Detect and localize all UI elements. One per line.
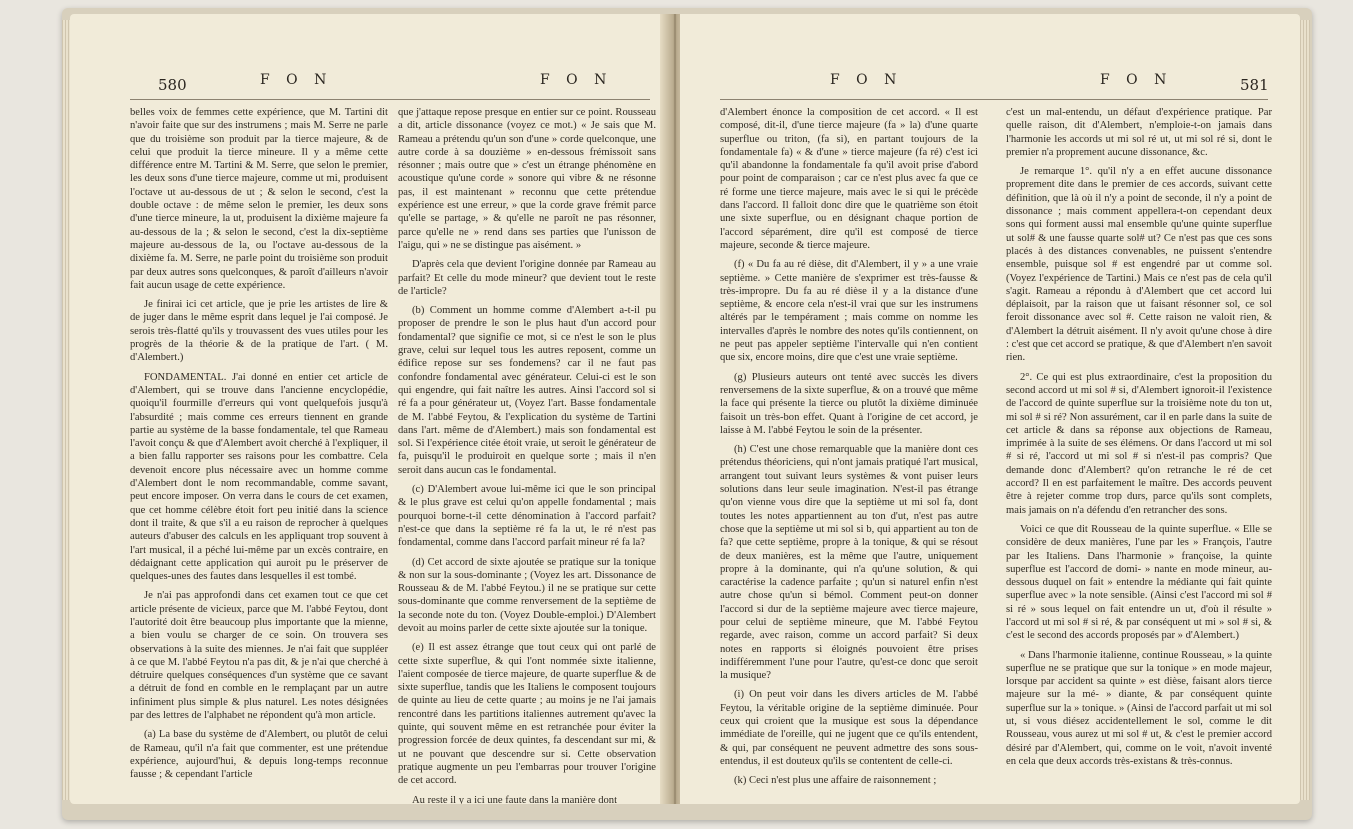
right-page-column-1 [720, 106, 978, 804]
paragraph: belles voix de femmes cette expérience, que M. Tartini dit n'avoir faite que sur des instrumens ; mais M. Serre ne parle que du troisième son produit par la tierce majeure, & de celui que produit la tierce mineure. Il y a même cette différence entre M. Tartini & M. Serre, que selon le premier, les deux sons d'une tierce majeure, comme ut mi, produisent l'octave ut au-dessous de ut ; & selon le second, c'est la double octave : de même selon le premier, les deux sons d'une tierce mineure, la ut, produisent la dixième majeure fa au-dessous de la ; & selon le second, c'est la dix-septième majeure au-dessous de la, ou l'octave au-dessous de la dixième fa. M. Serre, ne parle point du troisième son produit par deux autres sons quelconques, & paroît d'ailleurs n'avoir fait aucun usage de cette expérience. [130, 107, 388, 291]
paragraph: (k) Ceci n'est plus une affaire de raisonnement ; [734, 775, 937, 787]
left-page-column-2 [398, 106, 656, 804]
paragraph: 2°. Ce qui est plus extraordinaire, c'est la proposition du second accord ut mi sol # si, d'Alembert ignoroit-il l'existence de l'accord de quinte superflue sur la troisième note du ton ut, mi sol # si ré? Non assurément, car il en parle dans la suite de cet article & dans sa réponse aux objections de Rameau, imprimée à la suite de ses élémens. Or dans l'accord ut mi sol # si ré, l'accord ut mi sol # si n'est-il pas compris? Que demande donc d'Alembert? qu'on retranche le ré de cet accord? Il en est parfaitement le maître. Des accords peuvent être à rejeter comme trop durs, parce qu'ils sont complets, mais jamais on n'a défendu d'en retrancher des sons. [1006, 371, 1272, 516]
paragraph: (a) La base du système de d'Alembert, ou plutôt de celui de Rameau, qu'il n'a fait que commenter, est une prétendue expérience, aujourd'hui, & depuis long-temps reconnue fausse ; & cependant l'article [130, 729, 388, 781]
paragraph: (c) D'Alembert avoue lui-même ici que le son principal & le plus grave est celui qu'on appelle fondamental ; mais pourquoi borne-t-il cette dénomination à l'accord parfait? n'est-ce que dans la septième ré fa la ut, le ré n'est pas fondamental, comme dans l'accord parfait mineur ré fa la? [398, 484, 656, 549]
paragraph: Je n'ai pas approfondi dans cet examen tout ce que cet article présente de vicieux, parce que M. l'abbé Feytou, dont l'autorité doit être beaucoup plus importante que la mienne, a bien voulu se charger de ce soin. On trouvera ses observations à la suite des miennes. Je n'ai fait que suppléer à ce que M. l'abbé Feytou n'a pas dit, & je n'ai que cherché à détruire quelques conséquences d'un système que ce savant a détruit de fond en comble en le remplaçant par un autre infiniment plus simple & plus naturel. Les notes désignées par des lettres de l'alphabet ne répondent qu'à mon article. [130, 590, 388, 722]
paragraph: FONDAMENTAL. J'ai donné en entier cet article de d'Alembert, qui se trouve dans l'ancienne encyclopédie, quoiqu'il fourmille d'erreurs qui vont quelquefois jusqu'à l'absurdité ; mais comme ces erreurs tiennent en grande partie au système de la basse fondamentale, tel que Rameau l'avoit conçu & que d'Alembert avoit cherché à l'expliquer, il a bien fallu rapporter ses raisons pour les combattre. Cela devenoit encore plus nécessaire avec un homme comme d'Alembert dont le nom recommandable, comme savant, peut encore imposer. On verra dans le cours de cet examen, que cet homme célèbre étoit fort peu initié dans la science dont il traite, & que s'il a eu raison de reprocher à quelques auteurs d'abuser des calculs en les appliquant trop souvent à l'art musical, il a péché lui-même par un excès contraire, en dédaignant cette application qui auroit pu le préserver de quelques-unes des fautes dans lesquelles il est tombé. [130, 371, 388, 583]
paragraph: (h) C'est une chose remarquable que la manière dont ces prétendus théoriciens, qui n'ont jamais pratiqué l'art musical, arrangent tout suivant leurs systèmes & vont puiser leurs solutions dans leur seule imagination. N'est-il pas étrange qu'on vienne vous dire que la septième ut mi sol fa, dont toutes les notes appartiennent au ton d'ut, n'est pas autre chose que la septième ut mi sol si b, qui appartient au ton de fa? que cette septième, propre à la tonique, & qui se résout de deux manières, est la même que l'autre, uniquement propre à la dominante, qui n'a qu'une solution, & qui caractérise la cadence parfaite ; qu'un si naturel enfin n'est autre chose qu'un si bémol. Comment peut-on donner l'accord si dur de la septième majeure avec tierce majeure, pour celui de septième mineure, que M. l'abbé Feytou regarde, avec raison, comme un accord parfait? Si deux notes en rapports si éloignés pouvoient être prises indifféremment l'une pour l'autre, qu'est-ce donc que seroit la musique? [720, 444, 978, 682]
paragraph: (e) Il est assez étrange que tout ceux qui ont parlé de cette sixte superflue, & qui l'ont nommée sixte italienne, l'aient composée de tierce majeure, de quarte superflue & de sixte superflue, tandis que les Italiens le composent toujours de quinte au lieu de cette quarte ; au moins je ne l'ai jamais rencontré dans les partitions italiennes autrement qu'avec la quinte, qui souvent même en est retranchée pour éviter la progression forcée de deux quintes, fa descendant sur mi, & ut ne pouvant que descendre sur si. Cette observation pratique augmente un peu l'embarras pour trouver l'origine de cet accord. [398, 642, 656, 787]
page-number-right: 581 [1240, 76, 1269, 94]
right-page [680, 14, 1300, 804]
left-page-column-1 [130, 106, 388, 804]
paragraph: (i) On peut voir dans les divers articles de M. l'abbé Feytou, la véritable origine de la septième diminuée. Pour ceux qui croient que la musique est sous la dépendance immédiate de l'oreille, qui ne jugent que ce qu'ils entendent, & qui, par conséquent ne peuvent admettre des sons sous-entendus, il est douteux qu'ils se contentent de celle-ci. [720, 689, 978, 767]
paragraph: Je remarque 1°. qu'il n'y a en effet aucune dissonance proprement dite dans le premier de ces accords, suivant cette définition, que là où il n'y a point de seconde, il n'y a point de dissonance ; mais comment appellera-t-on cependant deux sons qui forment aussi mal ensemble qu'une quinte superflue ut sol# & une fausse quarte sol# ut? Ce n'est pas que ces sons placés à des distances convenables, ne puissent s'entendre ensemble, puisque sol # est engendré par ut comme sol. (Voyez l'expérience de Tartini.) Mais ce n'est pas de cela qu'il s'agit. Rameau a répondu à d'Alembert que cet accord lui déplaisoit, par la raison que ut faisant résonner sol, ce sol feroit dissonance avec sol #. Cette raison ne valoit rien, & d'Alembert la détruit aisément. Il n'y avoit qu'une chose à dire : c'est que cet accord se pratique, & que d'Alembert n'en savoit rien. [1006, 166, 1272, 364]
paragraph: d'Alembert énonce la composition de cet accord. « Il est composé, dit-il, d'une tierce majeure (fa » la) d'une quarte superflue ou triton, (fa si), en partant toujours de la fondamentale fa) « & d'une » tierce majeure (fa ré) c'est ici qu'il abandonne la fondamentale fa qu'il avoit prise d'abord pour point de comparaison ; car ce n'est plus avec fa que ce ré forme une tierce majeure, mais avec le si qui le précède dans l'accord. Il falloit donc dire que le quatrième son étoit une sixte superflue, ou en désignant chaque portion de l'accord séparément, dire qu'il est composé de tierce majeure, seconde & tierce majeure. [720, 107, 978, 251]
right-page-column-2 [1006, 106, 1272, 804]
paragraph: (f) « Du fa au ré dièse, dit d'Alembert, il y » a une vraie septième. » Cette manière de s'exprimer est très-fausse & très-impropre. Du fa au ré dièse il y a la distance d'une septième, & encore cela n'est-il vrai que sur les instrumens altérés par le tempérament ; mais comme on nomme les intervalles d'après le nombre des notes qu'ils contiennent, on ne peut pas appeler septième l'intervalle qui n'en contient que six, encore moins, dire que c'est une vraie septième. [720, 259, 978, 364]
header-rule-right [720, 99, 1268, 100]
page-number-left: 580 [158, 76, 187, 94]
paragraph: Voici ce que dit Rousseau de la quinte superflue. « Elle se considère de deux manières, l'une par les » François, l'autre par les Italiens. Dans l'harmonie » françoise, la quinte superflue est l'accord de domi- » nante en mode mineur, au-dessous duquel on fait » entendre la médiante qui fait quinte superflue avec » la note sensible. (Ainsi c'est l'accord mi sol # si ré » sous lequel on fait entendre un ut, d'où il résulte » l'accord ut mi sol # si ré, & par conséquent ut mi » sol # si, & c'est le second des accords proposés par » d'Alembert.) [1006, 523, 1272, 642]
paragraph: (g) Plusieurs auteurs ont tenté avec succès les divers renversemens de la sixte superflue, & on a trouvé que même la face qui présente la tierce ou plutôt la dixième diminuée faisoit un très-bon effet. Quant à l'origine de cet accord, je laisse à M. l'abbé Feytou le soin de la présenter. [720, 371, 978, 436]
paragraph: (d) Cet accord de sixte ajoutée se pratique sur la tonique & non sur la sous-dominante ; (Voyez les art. Dissonance de Rousseau & de M. l'abbé Feytou.) il ne se pratique sur cette sous-dominante que comme renversement de la septième de la seconde note du ton. (Voyez Double-emploi.) D'Alembert devoit au moins parler de cette sixte ajoutée sur la tonique. [398, 556, 656, 634]
running-head-right-col1: F O N [830, 72, 903, 88]
running-head-left-col1: F O N [260, 72, 333, 88]
paragraph: Je finirai ici cet article, que je prie les artistes de lire & de juger dans le même esprit dans lequel je l'ai composé. Je serois très-flatté qu'ils y trouvassent des vues utiles pour les progrès de la théorie & de la pratique de l'art. ( M. d'Alembert.) [130, 299, 388, 364]
paragraph: D'après cela que devient l'origine donnée par Rameau au parfait? Et celle du mode mineur? que devient tout le reste de l'article? [398, 259, 656, 297]
paragraph: « Dans l'harmonie italienne, continue Rousseau, » la quinte superflue ne se pratique que sur la tonique » en mode majeur, lorsque par accident sa quinte » est dièse, faisant alors tierce majeure sur la mé- » diante, & par conséquent quinte superflue sur la » tonique. » (Ainsi de l'accord parfait ut mi sol ut, si vous diésez accidentellement le sol, comme le dit Rousseau, vous aurez ut mi sol # ut, & c'est le premier accord désiré par d'Alembert, qui, comme on le voit, n'avoit inventé en cela que deux accords très-existans & très-connus. [1006, 649, 1272, 767]
paragraph: que j'attaque repose presque en entier sur ce point. Rousseau a dit, article dissonance (voyez ce mot.) « Je sais que M. Rameau a prétendu qu'un son d'une » corde quelconque, une autre corde à sa douzième » en-dessous frémissoit sans résonner ; mais outre que » c'est un étrange phénomène en acoustique qu'une corde » sonore qui vibre & ne résonne pas, il est maintenant » reconnu que cette prétendue expérience est une erreur, » que la corde grave frémit parce qu'elle se partage, » & qu'elle ne paroît ne pas résonner, parce qu'elle ne » rend dans ses parties que l'unisson de l'aigu, qui » ne se distingue pas aisément. » [398, 107, 656, 251]
running-head-left-col2: F O N [540, 72, 613, 88]
paragraph: c'est un mal-entendu, un défaut d'expérience pratique. Par quelle raison, dit d'Alembert, n'emploie-t-on jamais dans l'harmonie les accords ut mi sol ré ut, ut mi sol ré si, dont le premier n'a proprement aucune dissonance, &c. [1006, 107, 1272, 158]
header-rule-left [130, 99, 650, 100]
page-edges-right [1300, 20, 1310, 800]
left-page [70, 14, 670, 804]
paragraph: Au reste il y a ici une faute dans la manière dont [412, 794, 618, 804]
running-head-right-col2: F O N [1100, 72, 1173, 88]
paragraph: (b) Comment un homme comme d'Alembert a-t-il pu proposer de prendre le son le plus haut d'un accord pour fondamental? que signifie ce mot, si ce n'est le son le plus grave, celui sur lequel tous les autres reposent, comme un édifice repose sur ses fondemens? car il ne faut pas confondre fondamental avec générateur. Celui-ci est le son qui engendre, qui fait naître les autres. Ainsi l'accord sol si ré fa a pour générateur ut, (Voyez l'art. Basse fondamentale de M. l'abbé Feytou, & l'explication du système de Tartini dans l'art. même de d'Alembert.) mais son fondamental est sol. Si l'expérience citée étoit vraie, ut seroit le générateur de fa, puisqu'il le produiroit en quelque sorte ; mais il n'en seroit dans aucun cas le fondamental. [398, 305, 656, 476]
